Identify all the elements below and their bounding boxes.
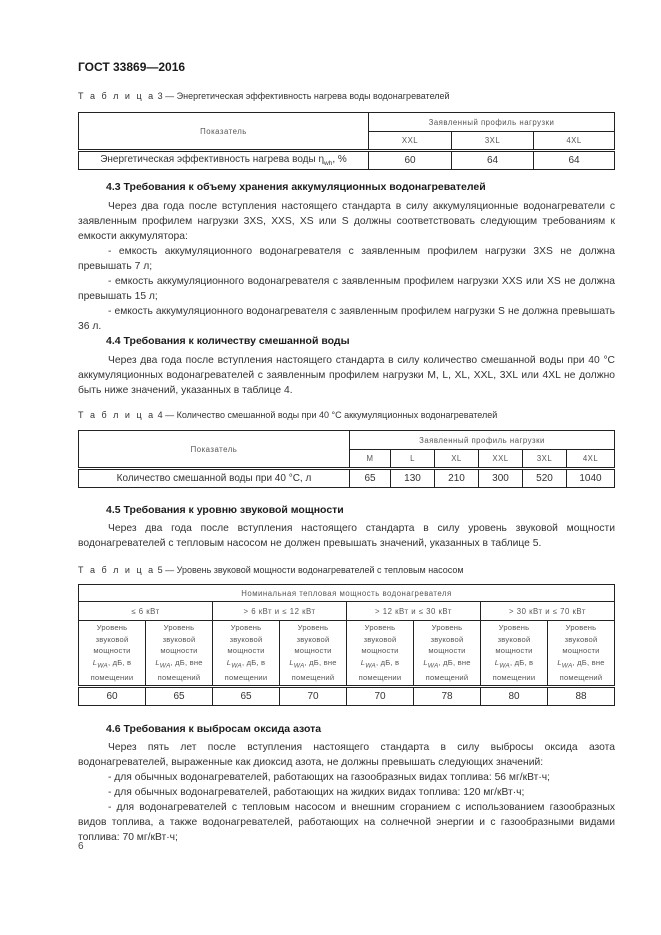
table5-caption-prefix: Т а б л и ц а	[78, 565, 156, 575]
page-number: 6	[78, 841, 84, 852]
section-4-3-item: - емкость аккумуляционного водонагревателя с заявленным профилем нагрузки S не должна превышать 36 л.	[78, 306, 615, 332]
section-4-4-body	[78, 353, 615, 398]
table4-caption-prefix: Т а б л и ц а	[78, 410, 156, 420]
table3-header-profile: XXL	[369, 132, 452, 151]
table3-caption-prefix: Т а б л и ц а	[78, 91, 156, 101]
section-4-3-item: - емкость аккумуляционного водонагревателя с заявленным профилем нагрузки 3XS не должна превышать 7 л;	[78, 246, 615, 272]
table5-caption-text: 5 — Уровень звуковой мощности водонагревателей с тепловым насосом	[157, 565, 464, 575]
section-4-6-title: 4.6 Требования к выбросам оксида азота	[106, 723, 322, 735]
document-header: ГОСТ 33869—2016	[78, 60, 186, 74]
table4-caption-text: 4 — Количество смешанной воды при 40 °С аккумуляционных водонагревателей	[157, 410, 498, 420]
table4-header-profile: XL	[435, 450, 479, 469]
table5-cell: 80	[481, 687, 548, 706]
table4-cell: 1040	[567, 469, 615, 488]
table4-cell: 520	[523, 469, 567, 488]
table5-range-header: ≤ 6 кВт	[79, 602, 213, 621]
table4-header-indicator: Показатель	[79, 431, 350, 469]
table5-cell: 70	[347, 687, 414, 706]
table4-header-profile: 4XL	[567, 450, 615, 469]
table4-cell: 130	[391, 469, 435, 488]
table5-cell: 78	[414, 687, 481, 706]
table5-cell: 65	[146, 687, 213, 706]
table5-range-header: > 12 кВт и ≤ 30 кВт	[347, 602, 481, 621]
table4-header-profile: 3XL	[523, 450, 567, 469]
table3	[78, 112, 615, 170]
section-4-5-body	[78, 521, 615, 551]
section-4-3-intro: Через два года после вступления настоящего стандарта в силу аккумуляционные водонагреватели с заявленным профилем нагрузки 3XS, XXS, XS или S должны соответствовать следующим требованиям к емкости аккумулятора:	[78, 201, 615, 242]
table4	[78, 430, 615, 488]
table4-cell: 300	[479, 469, 523, 488]
table3-header-indicator: Показатель	[79, 113, 369, 151]
table4-cell: 210	[435, 469, 479, 488]
row-label-text: Энергетическая эффективность нагрева воды η	[100, 154, 325, 165]
table5-sub-header-indoor: Уровень звуковой мощности $L_{WA}$, дБ, в помещении	[213, 621, 280, 687]
section-4-3-body	[78, 199, 615, 334]
section-4-5-title: 4.5 Требования к уровню звуковой мощности	[106, 504, 344, 516]
section-4-6-item: - для водонагревателей с тепловым насосом и внешним сгоранием с использованием газообразных видов топлива, а также водонагревателей, работающих на солнечной энергии и с газообразными видами топлива: 70 мг/кВт·ч;	[78, 802, 615, 843]
table5-sub-header-outdoor: Уровень звуковой мощности $L_{WA}$, дБ, вне помещений	[548, 621, 615, 687]
table5-sub-header-indoor: Уровень звуковой мощности $L_{WA}$, дБ, в помещении	[79, 621, 146, 687]
table4-header-profile: M	[350, 450, 391, 469]
section-4-6-item: - для обычных водонагревателей, работающих на газообразных видах топлива: 56 мг/кВт·ч;	[108, 772, 550, 783]
section-4-5-intro: Через два года после вступления настоящего стандарта в силу уровень звуковой мощности водонагревателей с тепловым насосом не должен превышать значений, указанных в таблице 5.	[78, 523, 615, 549]
table5-top-header: Номинальная тепловая мощность водонагревателя	[79, 585, 615, 602]
table3-header-group: Заявленный профиль нагрузки	[369, 113, 615, 132]
section-4-3-title: 4.3 Требования к объему хранения аккумуляционных водонагревателей	[106, 181, 486, 193]
table3-cell: 64	[452, 151, 534, 170]
table3-cell: 60	[369, 151, 452, 170]
table4-row-label: Количество смешанной воды при 40 °С, л	[79, 469, 350, 488]
table5-sub-header-outdoor: Уровень звуковой мощности $L_{WA}$, дБ, вне помещений	[146, 621, 213, 687]
section-4-4-intro: Через два года после вступления настоящего стандарта в силу количество смешанной воды при 40 °С аккумуляционных водонагревателей с заявленным профилем нагрузки M, L, XL, XXL, 3XL или 4XL не должно быть ниже значений, указанных в таблице 4.	[78, 355, 615, 396]
table3-cell: 64	[534, 151, 615, 170]
table4-header-profile: XXL	[479, 450, 523, 469]
table3-caption-text: 3 — Энергетическая эффективность нагрева воды водонагревателей	[157, 91, 450, 101]
table5	[78, 584, 615, 706]
section-4-6-intro: Через пять лет после вступления настоящего стандарта в силу выбросы оксида азота водонагревателей, выраженные как диоксид азота, не должны превышать следующих значений:	[78, 742, 615, 768]
table4-header-group: Заявленный профиль нагрузки	[350, 431, 615, 450]
section-4-4-title: 4.4 Требования к количеству смешанной воды	[106, 335, 350, 347]
section-4-6-item: - для обычных водонагревателей, работающих на жидких видах топлива: 120 мг/кВт·ч;	[108, 787, 525, 798]
row-label-sub: wh	[324, 160, 333, 167]
table3-header-profile: 3XL	[452, 132, 534, 151]
table5-sub-header-indoor: Уровень звуковой мощности $L_{WA}$, дБ, в помещении	[347, 621, 414, 687]
table5-cell: 70	[280, 687, 347, 706]
table5-cell: 65	[213, 687, 280, 706]
table5-cell: 88	[548, 687, 615, 706]
table4-cell: 65	[350, 469, 391, 488]
table3-row-label	[79, 151, 369, 170]
table4-header-profile: L	[391, 450, 435, 469]
table5-sub-header-outdoor: Уровень звуковой мощности $L_{WA}$, дБ, вне помещений	[280, 621, 347, 687]
table5-sub-header-outdoor: Уровень звуковой мощности $L_{WA}$, дБ, вне помещений	[414, 621, 481, 687]
table5-sub-header-indoor: Уровень звуковой мощности $L_{WA}$, дБ, в помещении	[481, 621, 548, 687]
section-4-3-item: - емкость аккумуляционного водонагревателя с заявленным профилем нагрузки XXS или XS не должна превышать 15 л;	[78, 276, 615, 302]
table5-range-header: > 30 кВт и ≤ 70 кВт	[481, 602, 615, 621]
table5-cell: 60	[79, 687, 146, 706]
table4-caption	[78, 410, 497, 420]
row-label-unit: , %	[332, 154, 347, 165]
section-4-6-body	[78, 740, 615, 845]
table5-range-header: > 6 кВт и ≤ 12 кВт	[213, 602, 347, 621]
table3-caption	[78, 91, 450, 101]
table3-header-profile: 4XL	[534, 132, 615, 151]
table5-caption	[78, 565, 464, 575]
